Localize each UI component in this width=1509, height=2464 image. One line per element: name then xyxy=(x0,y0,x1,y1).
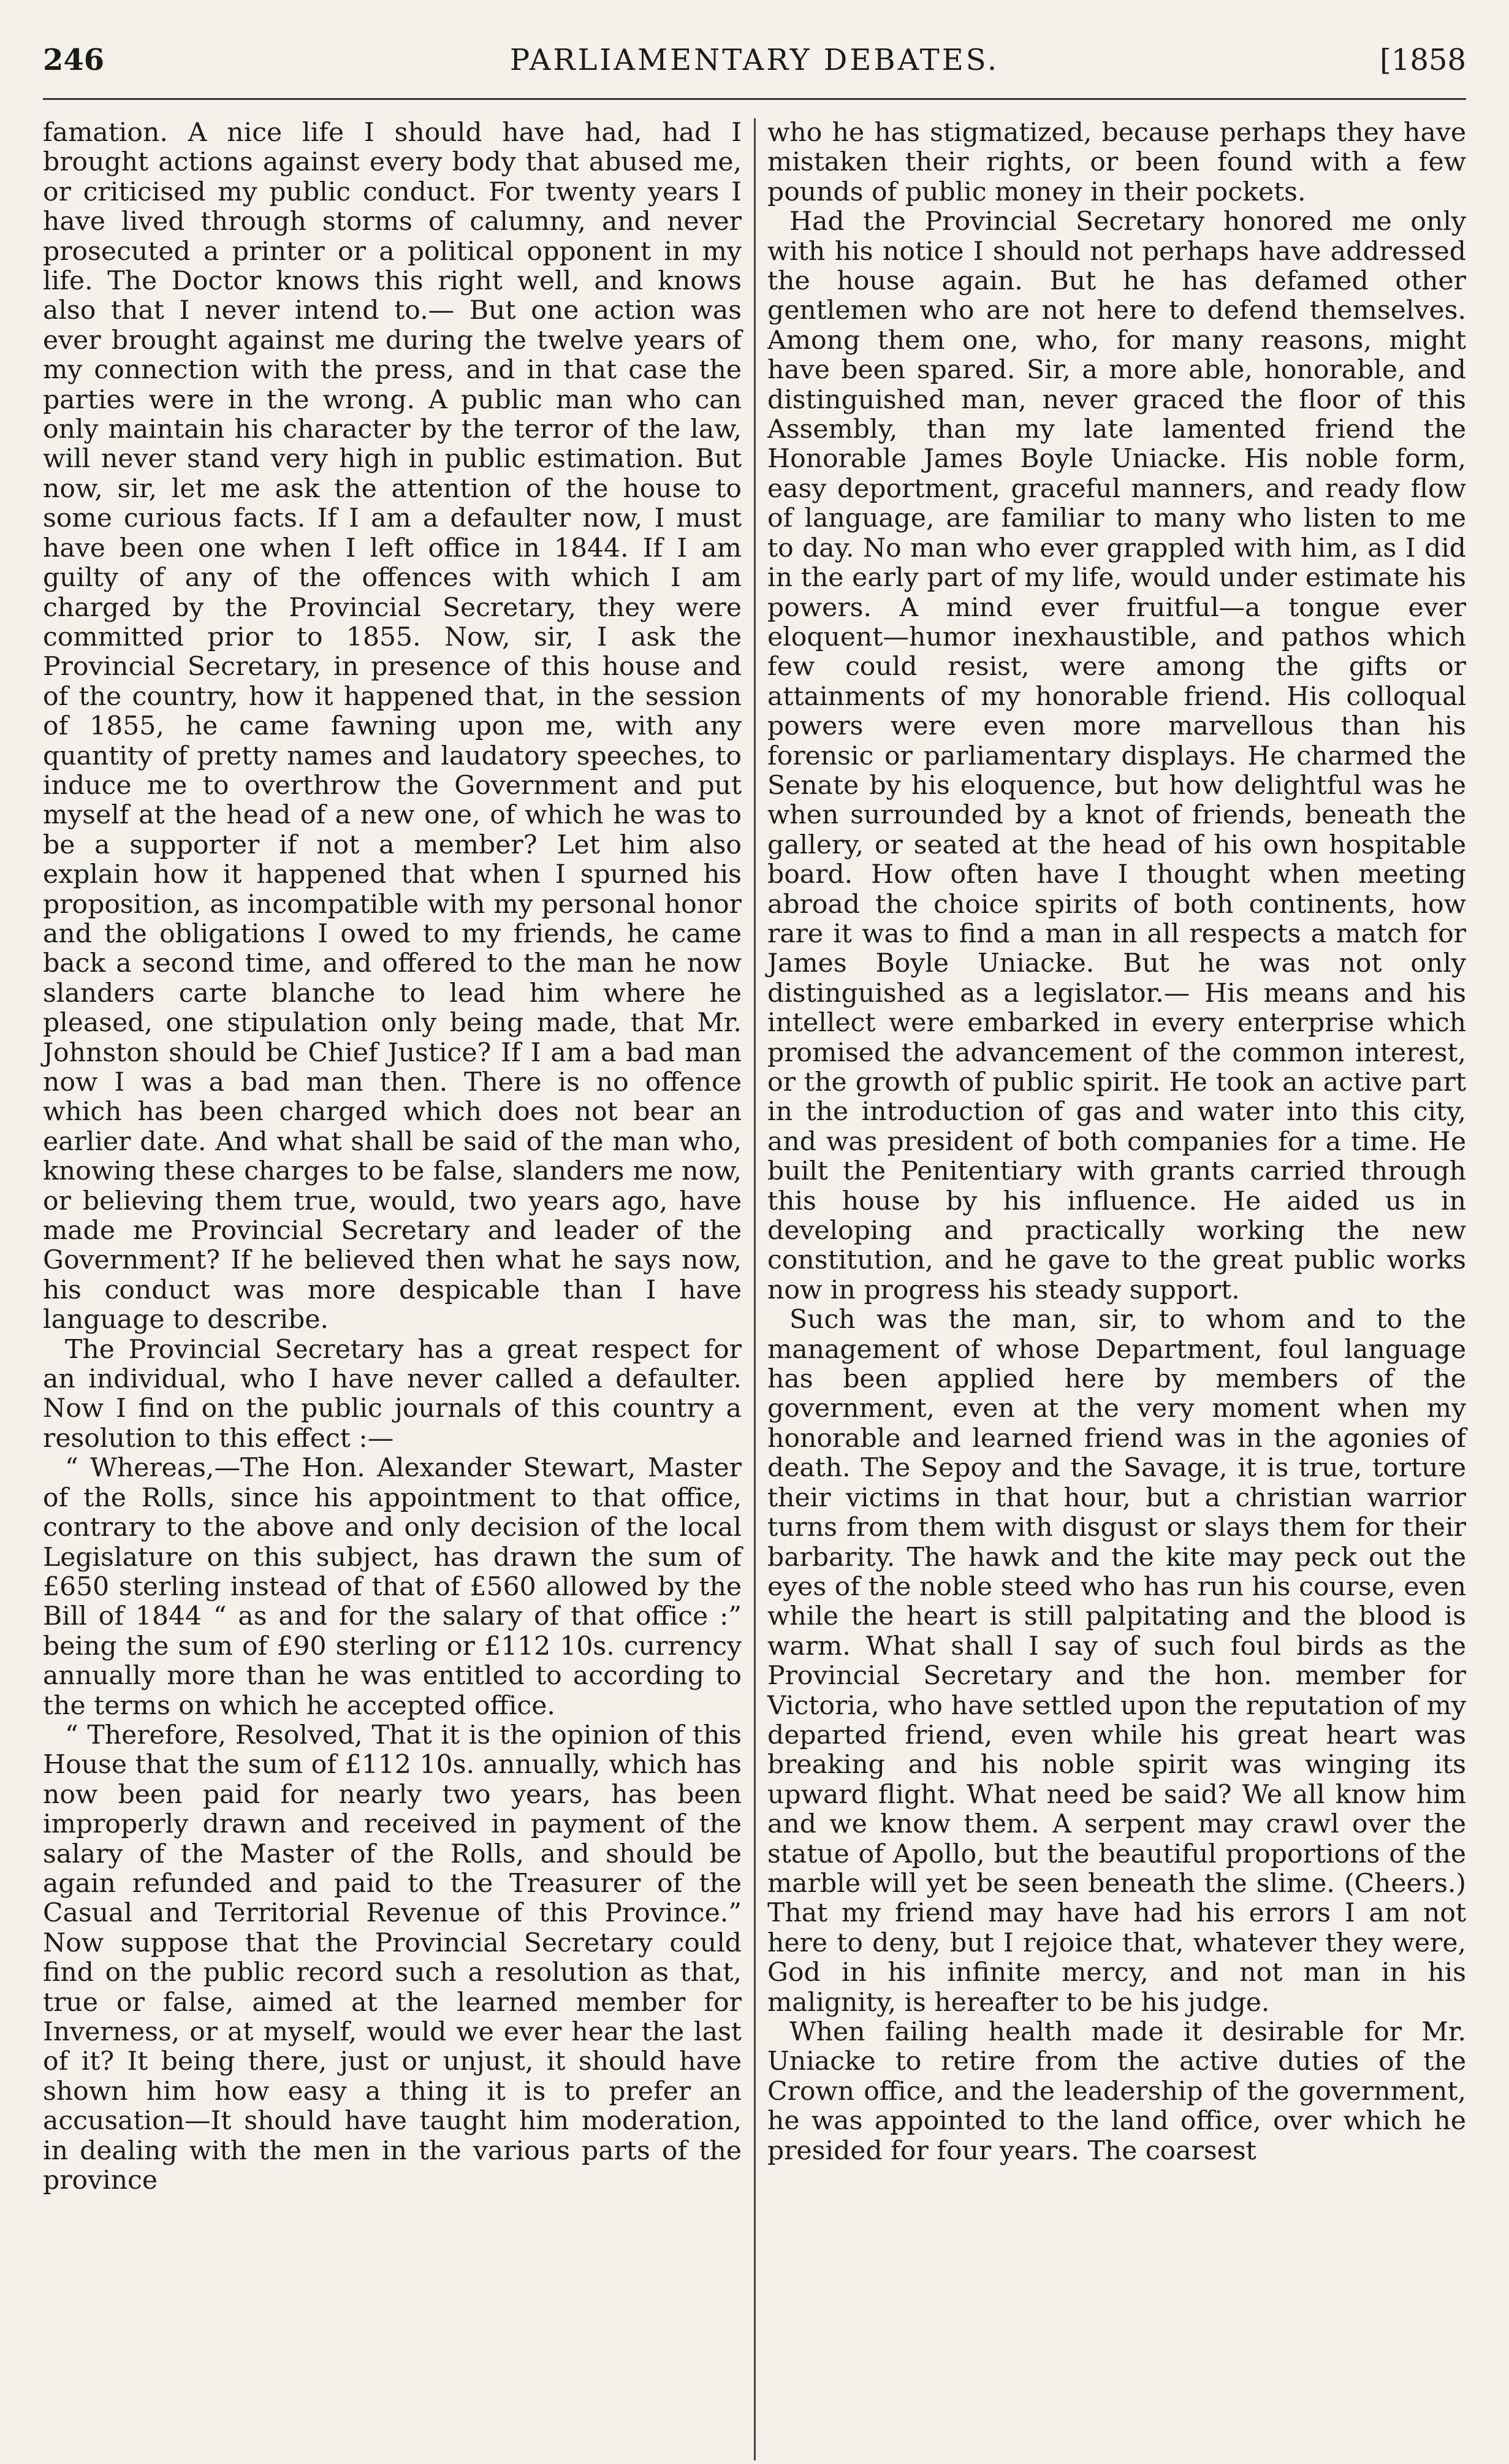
page-number: 246 xyxy=(43,43,105,77)
page-header xyxy=(43,37,1466,100)
paragraph: When failing health made it desirable for Mr. Uniacke to retire from the active duties of the Crown office, and the leadership of the government, he was appointed to the land office, over which he presided for four years. The coarsest xyxy=(767,2017,1466,2166)
paragraph: famation. A nice life I should have had, had I brought actions against every body that abused me, or criticised my public conduct. For twenty years I have lived through storms of calumny, and never prosecuted a printer or a political opponent in my life. The Doctor knows this right well, and knows also that I never intend to.— But one action was ever brought against me during the twelve years of my connection with the press, and in that case the parties were in the wrong. A public man who can only maintain his character by the terror of the law, will never stand very high in public estimation. But now, sir, let me ask the attention of the house to some curious facts. If I am a defaulter now, I must have been one when I left office in 1844. If I am guilty of any of the offences with which I am charged by the Provincial Secretary, they were committed prior to 1855. Now, sir, I ask the Provincial Secretary, in presence of this house and of the country, how it happened that, in the session of 1855, he came fawning upon me, with any quantity of pretty names and laudatory speeches, to induce me to overthrow the Government and put myself at the head of a new one, of which he was to be a supporter if not a member? Let him also explain how it happened that when I spurned his proposition, as incompatible with my personal honor and the obligations I owed to my friends, he came back a second time, and offered to the man he now slanders carte blanche to lead him where he pleased, one stipulation only being made, that Mr. Johnston should be Chief Justice? If I am a bad man now I was a bad man then. There is no offence which has been charged which does not bear an earlier date. And what shall be said of the man who, knowing these charges to be false, slanders me now, or believing them true, would, two years ago, have made me Provincial Secretary and leader of the Government? If he believed then what he says now, his conduct was more despicable than I have language to describe. xyxy=(43,118,742,1335)
paragraph: The Provincial Secretary has a great respect for an individual, who I have never called a defaulter. Now I find on the public journals of this country a resolution to this effect :— xyxy=(43,1334,742,1454)
year-label: [1858 xyxy=(1380,43,1466,77)
paragraph: “ Whereas,—The Hon. Alexander Stewart, Master of the Rolls, since his appointment to that office, contrary to the above and only decision of the local Legislature on this subject, has drawn the sum of £650 sterling instead of that of £560 allowed by the Bill of 1844 “ as and for the salary of that office :” being the sum of £90 sterling or £112 10s. currency annually more than he was entitled to according to the terms on which he accepted office. xyxy=(43,1453,742,1721)
paragraph: Had the Provincial Secretary honored me only with his notice I should not perhaps have addressed the house again. But he has defamed other gentlemen who are not here to defend themselves. Among them one, who, for many reasons, might have been spared. Sir, a more able, honorable, and distinguished man, never graced the floor of this Assembly, than my late lamented friend the Honorable James Boyle Uniacke. His noble form, easy deportment, graceful manners, and ready flow of language, are familiar to many who listen to me to day. No man who ever grappled with him, as I did in the early part of my life, would under estimate his powers. A mind ever fruitful—a tongue ever eloquent—humor inexhaustible, and pathos which few could resist, were among the gifts or attainments of my honorable friend. His colloqual powers were even more marvellous than his forensic or parliamentary displays. He charmed the Senate by his eloquence, but how delightful was he when surrounded by a knot of friends, beneath the gallery, or seated at the head of his own hospitable board. How often have I thought when meeting abroad the choice spirits of both continents, how rare it was to find a man in all respects a match for James Boyle Uniacke. But he was not only distinguished as a legislator.— His means and his intellect were embarked in every enterprise which promised the advancement of the common interest, or the growth of public spirit. He took an active part in the introduction of gas and water into this city, and was president of both companies for a time. He built the Penitentiary with grants carried through this house by his influence. He aided us in developing and practically working the new constitution, and he gave to the great public works now in progress his steady support. xyxy=(767,207,1466,1305)
text-columns xyxy=(43,118,1466,2460)
right-column xyxy=(767,118,1466,2460)
paragraph: “ Therefore, Resolved, That it is the opinion of this House that the sum of £112 10s. annually, which has now been paid for nearly two years, has been improperly drawn and received in payment of the salary of the Master of the Rolls, and should be again refunded and paid to the Treasurer of the Casual and Territorial Revenue of this Province.” Now suppose that the Provincial Secretary could find on the public record such a resolution as that, true or false, aimed at the learned member for Inverness, or at myself, would we ever hear the last of it? It being there, just or unjust, it should have shown him how easy a thing it is to prefer an accusation—It should have taught him moderation, in dealing with the men in the various parts of the province xyxy=(43,1720,742,2196)
column-divider xyxy=(754,118,756,2460)
left-column xyxy=(43,118,742,2460)
paragraph: who he has stigmatized, because perhaps they have mistaken their rights, or been found with a few pounds of public money in their pockets. xyxy=(767,118,1466,207)
running-title: PARLIAMENTARY DEBATES. xyxy=(509,43,1000,77)
paragraph: Such was the man, sir, to whom and to the management of whose Department, foul language has been applied here by members of the government, even at the very moment when my honorable and learned friend was in the agonies of death. The Sepoy and the Savage, it is true, torture their victims in that hour, but a christian warrior turns from them with disgust or slays them for their barbarity. The hawk and the kite may peck out the eyes of the noble steed who has run his course, even while the heart is still palpitating and the blood is warm. What shall I say of such foul birds as the Provincial Secretary and the hon. member for Victoria, who have settled upon the reputation of my departed friend, even while his great heart was breaking and his noble spirit was winging its upward flight. What need be said? We all know him and we know them. A serpent may crawl over the statue of Apollo, but the beautiful proportions of the marble will yet be seen beneath the slime. (Cheers.) That my friend may have had his errors I am not here to deny, but I rejoice that, whatever they were, God in his infinite mercy, and not man in his malignity, is hereafter to be his judge. xyxy=(767,1305,1466,2018)
